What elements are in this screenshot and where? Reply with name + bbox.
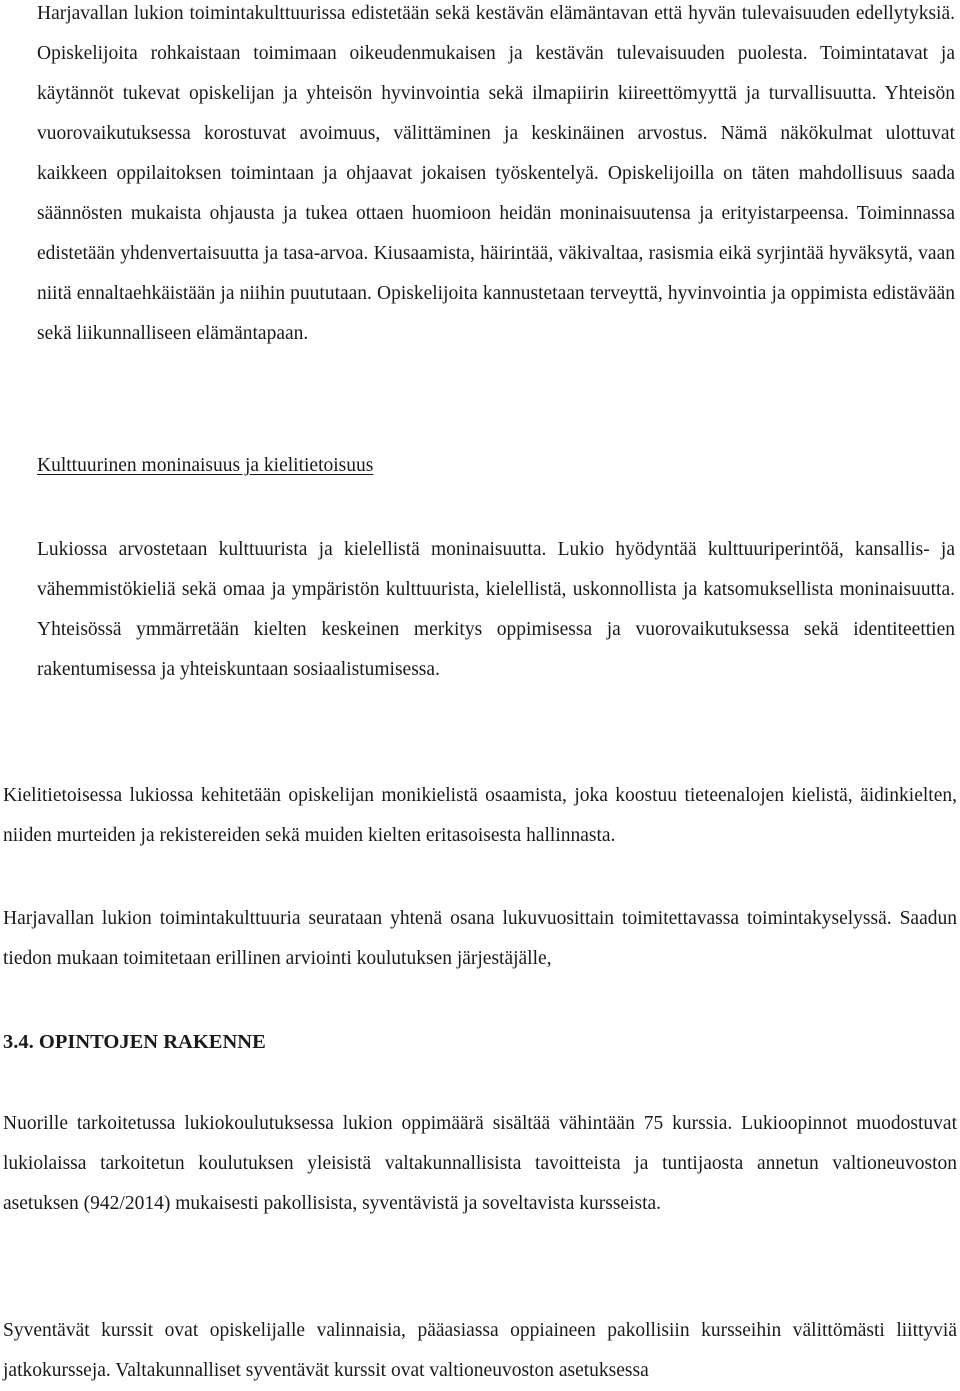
paragraph-advanced-courses: Syventävät kurssit ovat opiskelijalle valinnaisia, pääasiassa oppiaineen pakollisiin kursseihin välittömästi liittyviä jatkokursseja. Valtakunnalliset syventävät kurssit ovat valtioneuvoston asetuksessa (3, 1320, 957, 1381)
paragraph-language-awareness: Kielitietoisessa lukiossa kehitetään opiskelijan monikielistä osaamista, joka koostuu tieteenalojen kielistä, äidinkielten, niiden murteiden ja rekistereiden sekä muiden kielten eritasoisesta hallinnasta. (3, 785, 957, 846)
paragraph-evaluation: Harjavallan lukion toimintakulttuuria seurataan yhtenä osana lukuvuosittain toimitettavassa toimintakyselyssä. Saadun tiedon mukaan toimitetaan erillinen arviointi koulutuksen järjestäjälle, (3, 908, 957, 969)
paragraph-study-structure: Nuorille tarkoitetussa lukiokoulutuksessa lukion oppimäärä sisältää vähintään 75 kurssia. Lukioopinnot muodostuvat lukiolaissa tarkoitetun koulutuksen yleisistä valtakunnallisista tavoitteista ja tuntijaosta annetun valtioneuvoston asetuksen (942/2014) mukaisesti pakollisista, syventävistä ja soveltavista kursseista. (3, 1113, 957, 1214)
paragraph-school-culture: Harjavallan lukion toimintakulttuurissa edistetään sekä kestävän elämäntavan että hyvän tulevaisuuden edellytyksiä. Opiskelijoita rohkaistaan toimimaan oikeudenmukaisen ja kestävän tulevaisuuden puolesta. Toimintatavat ja käytännöt tukevat opiskelijan ja yhteisön hyvinvointia sekä ilmapiirin kiireettömyyttä ja turvallisuutta. Yhteisön vuorovaikutuksessa korostuvat avoimuus, välittäminen ja keskinäinen arvostus. Nämä näkökulmat ulottuvat kaikkeen oppilaitoksen toimintaan ja ohjaavat jokaisen työskentelyä. Opiskelijoilla on täten mahdollisuus saada säännösten mukaista ohjausta ja tukea ottaen huomioon heidän moninaisuutensa ja erityistarpeensa. Toiminnassa edistetään yhdenvertaisuutta ja tasa-arvoa. Kiusaamista, häirintää, väkivaltaa, rasismia eikä syrjintää hyväksytä, vaan niitä ennaltaehkäistään ja niihin puututaan. Opiskelijoita kannustetaan terveyttä, hyvinvointia ja oppimista edistävään sekä liikunnalliseen elämäntapaan. (37, 3, 955, 344)
paragraph-cultural-diversity: Lukiossa arvostetaan kulttuurista ja kielellistä moninaisuutta. Lukio hyödyntää kulttuuriperintöä, kansallis- ja vähemmistökieliä sekä omaa ja ympäristön kulttuurista, kielellistä, uskonnollista ja katsomuksellista moninaisuutta. Yhteisössä ymmärretään kielten keskeinen merkitys oppimisessa ja vuorovaikutuksessa sekä identiteettien rakentumisessa ja yhteiskuntaan sosiaalistumisessa. (37, 539, 955, 680)
section-heading-study-structure: 3.4. OPINTOJEN RAKENNE (3, 1031, 266, 1053)
subheading-cultural-diversity: Kulttuurinen moninaisuus ja kielitietoisuus (37, 455, 374, 476)
